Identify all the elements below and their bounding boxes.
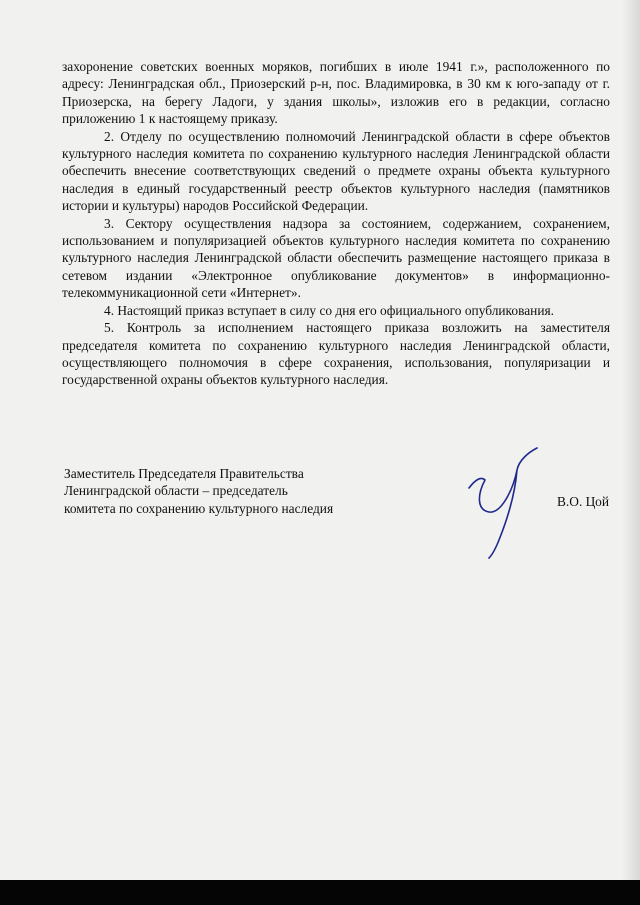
document-body: [62, 58, 610, 389]
paragraph-3: 3. Сектору осуществления надзора за состоянием, содержанием, сохранением, использованием и популяризацией объектов культурного наследия комитета по сохранению культурного наследия Ленинградской области обеспечить размещение настоящего приказа в сетевом издании «Электронное опубликование документов» в информационно-телекоммуникационной сети «Интернет».: [62, 215, 610, 301]
paragraph-4: 4. Настоящий приказ вступает в силу со дня его официального опубликования.: [104, 302, 554, 318]
signatory-title-line: комитета по сохранению культурного наследия: [64, 500, 334, 516]
signatory-title-line: Заместитель Председателя Правительства: [64, 466, 304, 481]
signatory-title-line: Ленинградской области – председатель: [64, 483, 288, 499]
paragraph-1-continuation: захоронение советских военных моряков, погибших в июле 1941 г.», расположенного по адресу: Ленинградская обл., Приозерский р-н, пос. Владимировка, в 30 км к юго-западу от г. Приозерска, на берегу Ладоги, у здания школы», изложив его в редакции, согласно приложению 1 к настоящему приказу.: [62, 59, 610, 127]
handwritten-signature: [455, 440, 545, 560]
scan-edge-shadow: [622, 0, 640, 880]
signer-name: В.О. Цой: [557, 494, 609, 509]
scanner-bottom-strip: [0, 880, 640, 905]
paragraph-2: 2. Отделу по осуществлению полномочий Ленинградской области в сфере объектов культурного наследия комитета по сохранению культурного наследия Ленинградской области обеспечить внесение соответствующих сведений о предмете охраны объекта культурного наследия в единый государственный реестр объектов культурного наследия (памятников истории и культуры) народов Российской Федерации.: [62, 128, 610, 214]
signatory-title: [64, 465, 404, 517]
paragraph-5: 5. Контроль за исполнением настоящего приказа возложить на заместителя председателя комитета по сохранению культурного наследия Ленинградской области, осуществляющего полномочия в сфере сохранения, использования, популяризации и государственной охраны объектов культурного наследия.: [62, 320, 610, 388]
